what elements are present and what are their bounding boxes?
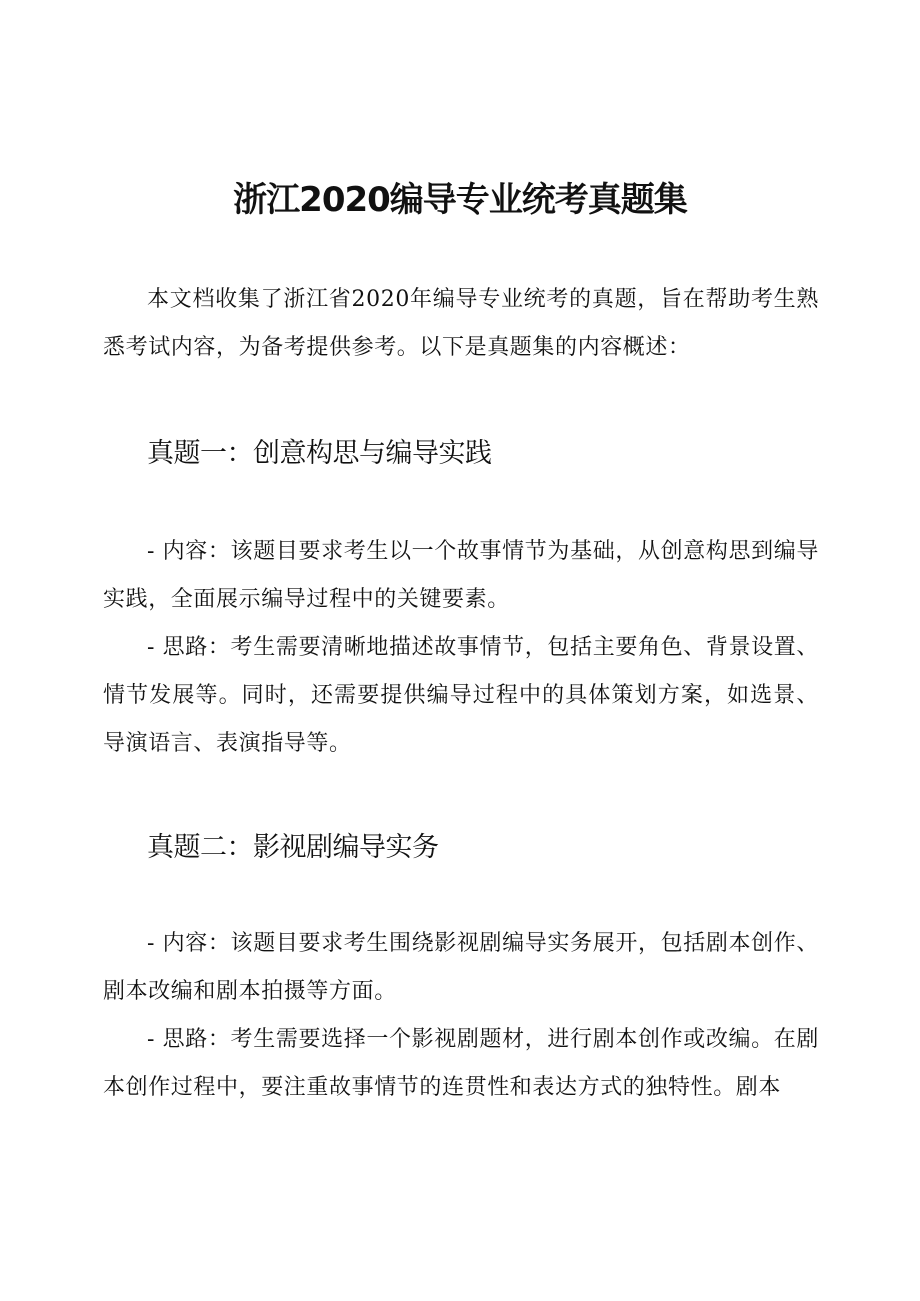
intro-paragraph: 本文档收集了浙江省2020年编导专业统考的真题，旨在帮助考生熟悉考试内容，为备考提供参考。以下是真题集的内容概述： — [103, 287, 819, 360]
section-2-content: - 内容：该题目要求考生围绕影视剧编导实务展开，包括剧本创作、剧本改编和剧本拍摄等方面。 — [103, 931, 819, 1004]
section-heading-1: 真题一：创意构思与编导实践 — [147, 438, 492, 469]
document-title: 浙江2020编导专业统考真题集 — [233, 180, 687, 220]
section-1-content: - 内容：该题目要求考生以一个故事情节为基础，从创意构思到编导实践，全面展示编导过程中的关键要素。 — [103, 539, 819, 612]
section-1-approach: - 思路：考生需要清晰地描述故事情节，包括主要角色、背景设置、情节发展等。同时，还需要提供编导过程中的具体策划方案，如选景、导演语言、表演指导等。 — [103, 635, 819, 756]
section-heading-2: 真题二：影视剧编导实务 — [147, 832, 439, 863]
section-2-approach: - 思路：考生需要选择一个影视剧题材，进行剧本创作或改编。在剧本创作过程中，要注重故事情节的连贯性和表达方式的独特性。剧本 — [103, 1027, 819, 1100]
